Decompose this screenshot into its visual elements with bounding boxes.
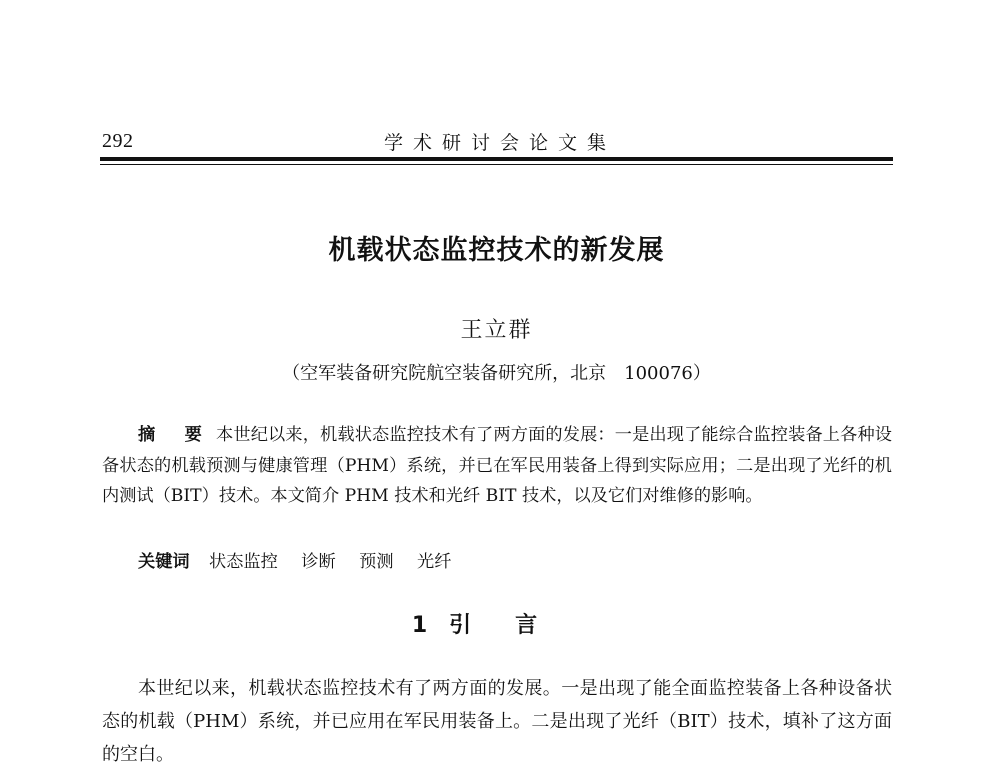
keyword-item: 状态监控 <box>209 552 278 572</box>
paper-title: 机载状态监控技术的新发展 <box>328 235 665 266</box>
page-number: 292 <box>102 130 134 152</box>
author-name: 王立群 <box>460 318 533 343</box>
abstract-label: 摘 要 <box>138 425 209 445</box>
section-heading <box>100 608 893 639</box>
author-affiliation: （空军装备研究院航空装备研究所，北京 100076） <box>282 363 711 384</box>
section-number: 1 <box>411 613 428 638</box>
keywords-line <box>138 547 469 577</box>
header-rule-thick <box>100 157 893 161</box>
abstract-text: 本世纪以来，机载状态监控技术有了两方面的发展：一是出现了能综合监控装备上各种设备状态的机载预测与健康管理（PHM）系统，并已在军民用装备上得到实际应用；二是出现了光纤的机内测试（BIT）技术。本文简介 PHM 技术和光纤 BIT 技术，以及它们对维修的影响。 <box>102 425 892 506</box>
header-rule-thin <box>100 164 893 165</box>
keyword-item: 预测 <box>359 552 394 572</box>
keywords-label: 关键词 <box>138 552 190 572</box>
intro-paragraph: 本世纪以来，机载状态监控技术有了两方面的发展。一是出现了能全面监控装备上各种设备状态的机载（PHM）系统，并已应用在军民用装备上。二是出现了光纤（BIT）技术，填补了这方面的空白。 <box>102 678 892 765</box>
running-header: 学术研讨会论文集 <box>383 132 616 154</box>
abstract-paragraph <box>102 420 892 512</box>
keyword-item: 诊断 <box>301 552 336 572</box>
section-title: 引言 <box>449 613 582 638</box>
keyword-item: 光纤 <box>417 552 452 572</box>
